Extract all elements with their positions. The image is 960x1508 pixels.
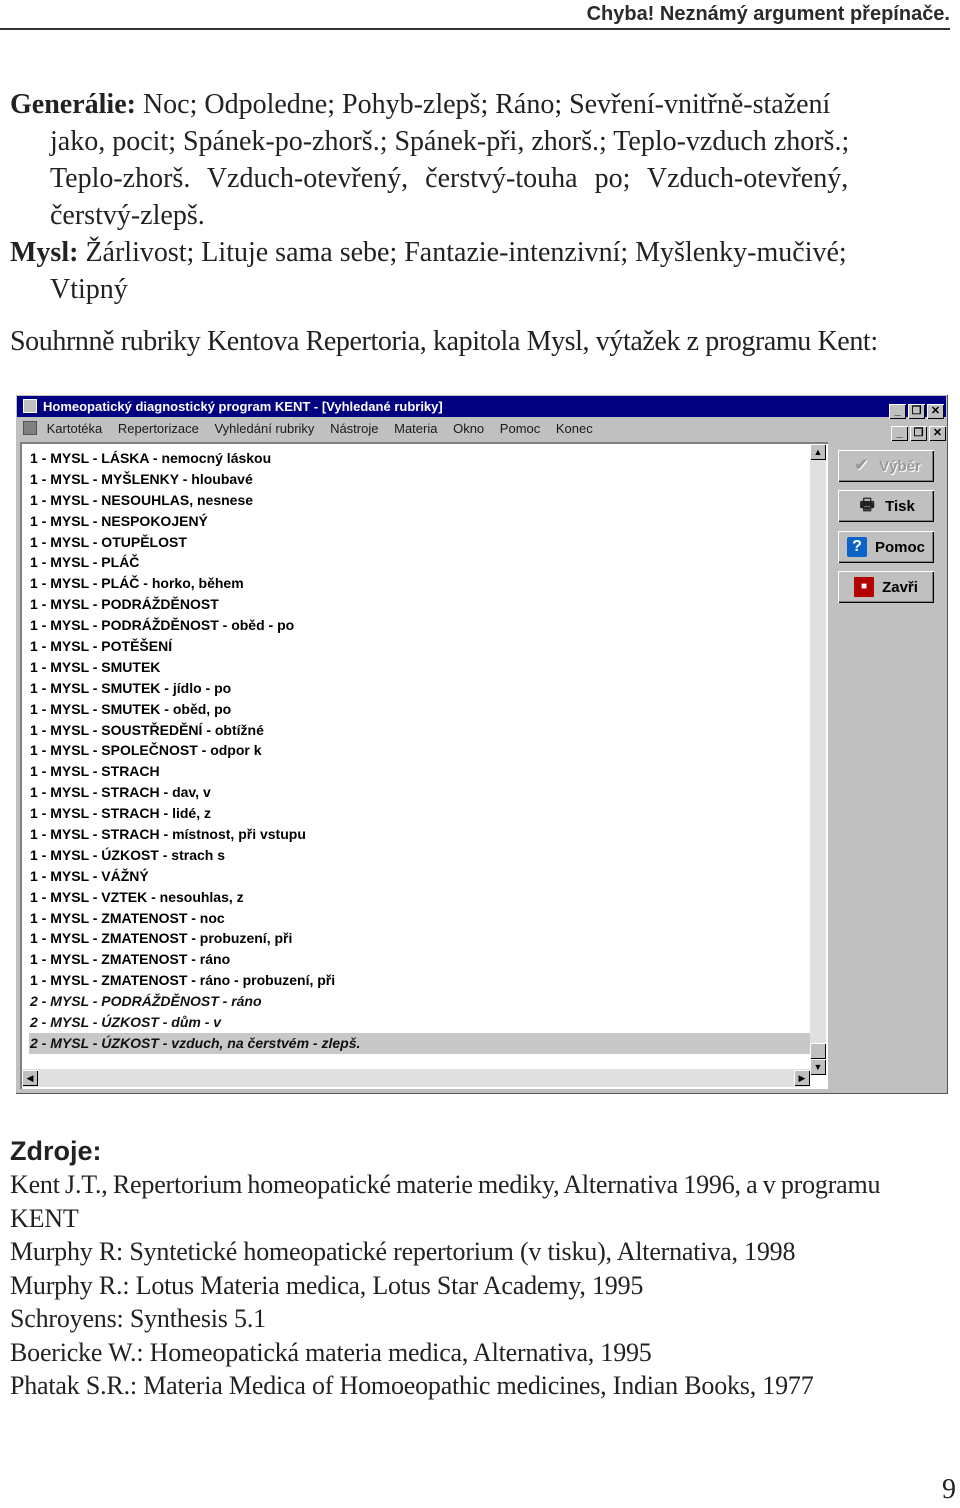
- page-header: [0, 0, 950, 30]
- vertical-scrollbar[interactable]: [810, 444, 826, 1072]
- source-item: Boericke W.: Homeopatická materia medica, Alternativa, 1995: [10, 1337, 652, 1367]
- menu-okno[interactable]: Okno: [453, 421, 485, 436]
- minimize-button[interactable]: _: [889, 404, 906, 419]
- rubric-row[interactable]: 1 - MYSL - POTĚŠENÍ: [30, 638, 173, 655]
- mysl-label: Mysl:: [10, 237, 79, 268]
- pomoc-label: Pomoc: [874, 538, 925, 556]
- app-title: Homeopatický diagnostický program KENT - [Vyhledané rubriky]: [43, 399, 443, 414]
- kent-app-window: [15, 394, 948, 1094]
- rubric-row[interactable]: 1 - MYSL - ZMATENOST - ráno: [30, 951, 231, 968]
- generalie-line: čerstvý-zlepš.: [50, 200, 205, 231]
- scroll-down-button[interactable]: ▼: [810, 1059, 826, 1075]
- generalie-line: Teplo-zhorš. Vzduch-otevřený, čerstvý-touha po; Vzduch-otevřený,: [50, 163, 849, 194]
- mysl-line: Vtipný: [50, 274, 128, 305]
- close-window-button[interactable]: ✕: [927, 404, 944, 419]
- app-icon: [23, 399, 37, 413]
- scroll-thumb[interactable]: [810, 1043, 826, 1059]
- rubric-row[interactable]: 2 - MYSL - ÚZKOST - dům - v: [30, 1014, 222, 1031]
- menu-pomoc[interactable]: Pomoc: [499, 421, 541, 436]
- rubric-row[interactable]: 1 - MYSL - NESOUHLAS, nesnese: [30, 491, 254, 508]
- mysl-paragraph: [10, 234, 954, 308]
- generalie-line: jako, pocit; Spánek-po-zhorš.; Spánek-při, zhorš.; Teplo-vzduch zhorš.;: [50, 126, 850, 157]
- printer-icon: 🖶: [859, 497, 875, 514]
- rubric-row[interactable]: 2 - MYSL - PODRÁŽDĚNOST - ráno: [30, 993, 262, 1010]
- rubric-row[interactable]: 1 - MYSL - SMUTEK - oběd, po: [30, 700, 232, 717]
- rubric-row[interactable]: 1 - MYSL - SPOLEČNOST - odpor k: [30, 742, 262, 759]
- doc-restore-button[interactable]: ❐: [910, 426, 927, 441]
- rubric-row[interactable]: 1 - MYSL - PODRÁŽDĚNOST: [30, 596, 219, 613]
- rubric-row[interactable]: 1 - MYSL - PLÁČ - horko, během: [30, 575, 244, 592]
- checkmark-icon: ✔: [854, 457, 868, 474]
- source-item: KENT: [10, 1203, 79, 1233]
- page-number: 9: [942, 1474, 956, 1505]
- rubric-row[interactable]: 1 - MYSL - ÚZKOST - strach s: [30, 846, 225, 863]
- rubric-row[interactable]: 1 - MYSL - SOUSTŘEDĚNÍ - obtížné: [30, 721, 264, 738]
- menu-kartoteka[interactable]: Kartotéka: [46, 421, 103, 436]
- rubric-row[interactable]: 1 - MYSL - ZMATENOST - ráno - probuzení, při: [30, 972, 336, 989]
- exit-door-icon: ■: [854, 577, 874, 597]
- rubric-row[interactable]: 1 - MYSL - VZTEK - nesouhlas, z: [30, 888, 244, 905]
- document-icon[interactable]: [23, 421, 37, 435]
- source-item: Schroyens: Synthesis 5.1: [10, 1304, 266, 1333]
- rubric-row[interactable]: 1 - MYSL - PLÁČ: [30, 554, 140, 571]
- rubric-list: [29, 448, 811, 1054]
- menu-vyhledani-rubriky[interactable]: Vyhledání rubriky: [214, 421, 315, 436]
- rubric-row[interactable]: 1 - MYSL - VÁŽNÝ: [30, 867, 149, 884]
- menu-materia[interactable]: Materia: [394, 421, 438, 436]
- tisk-button[interactable]: [838, 490, 934, 522]
- summary-text: Souhrnně rubriky Kentova Repertoria, kapitola Mysl, výtažek z programu Kent:: [10, 326, 878, 357]
- rubric-row[interactable]: 1 - MYSL - STRACH - dav, v: [30, 784, 211, 801]
- doc-close-button[interactable]: ✕: [929, 426, 946, 441]
- app-titlebar: [17, 396, 946, 417]
- scroll-right-button[interactable]: ▶: [794, 1070, 810, 1086]
- menu-bar: [17, 418, 946, 440]
- rubric-row[interactable]: 1 - MYSL - MYŠLENKY - hloubavé: [30, 470, 253, 487]
- scroll-up-button[interactable]: ▲: [810, 444, 826, 460]
- help-icon: ?: [847, 537, 867, 557]
- vyber-label: Výběr: [879, 457, 921, 475]
- scroll-left-button[interactable]: ◀: [22, 1070, 38, 1086]
- header-error-text: Chyba! Neznámý argument přepínače.: [586, 3, 950, 25]
- zavri-button[interactable]: [838, 571, 934, 603]
- mysl-first-line: Žárlivost; Lituje sama sebe; Fantazie-intenzivní; Myšlenky-mučivé;: [78, 237, 847, 268]
- rubric-row[interactable]: 1 - MYSL - STRACH - lidé, z: [30, 805, 211, 822]
- doc-minimize-button[interactable]: _: [891, 426, 908, 441]
- source-item: Murphy R.: Lotus Materia medica, Lotus Star Academy, 1995: [10, 1270, 644, 1300]
- rubric-row[interactable]: 2 - MYSL - ÚZKOST - vzduch, na čerstvém - zlepš.: [29, 1033, 811, 1054]
- generalie-paragraph: [10, 86, 954, 234]
- generalie-first-line: Noc; Odpoledne; Pohyb-zlepš; Ráno; Sevření-vnitřně-stažení: [135, 89, 831, 120]
- rubric-row[interactable]: 1 - MYSL - ZMATENOST - noc: [30, 909, 225, 926]
- zavri-label: Zavři: [882, 578, 918, 596]
- rubric-listbox[interactable]: [20, 442, 828, 1089]
- menu-konec[interactable]: Konec: [555, 421, 593, 436]
- generalie-label: Generálie:: [10, 89, 136, 120]
- sources-title: Zdroje:: [10, 1136, 102, 1166]
- rubric-row[interactable]: 1 - MYSL - ZMATENOST - probuzení, při: [30, 930, 293, 947]
- maximize-button[interactable]: ❐: [908, 404, 925, 419]
- horizontal-scrollbar[interactable]: [22, 1069, 810, 1087]
- rubric-row[interactable]: 1 - MYSL - STRACH - místnost, při vstupu: [30, 826, 306, 843]
- menu-nastroje[interactable]: Nástroje: [330, 421, 379, 436]
- rubric-row[interactable]: 1 - MYSL - NESPOKOJENÝ: [30, 512, 208, 529]
- rubric-row[interactable]: 1 - MYSL - LÁSKA - nemocný láskou: [30, 450, 272, 466]
- rubric-row[interactable]: 1 - MYSL - SMUTEK: [30, 658, 161, 675]
- tisk-label: Tisk: [885, 497, 915, 515]
- rubric-row[interactable]: 1 - MYSL - STRACH: [30, 763, 160, 780]
- source-item: Phatak S.R.: Materia Medica of Homoeopathic medicines, Indian Books, 1977: [10, 1371, 814, 1400]
- pomoc-button[interactable]: [838, 531, 934, 563]
- source-item: Murphy R: Syntetické homeopatické repertorium (v tisku), Alternativa, 1998: [10, 1237, 796, 1266]
- menu-repertorizace[interactable]: Repertorizace: [117, 421, 199, 436]
- rubric-row[interactable]: 1 - MYSL - PODRÁŽDĚNOST - oběd - po: [30, 617, 295, 634]
- source-item: Kent J.T., Repertorium homeopatické materie mediky, Alternativa 1996, a v programu: [10, 1170, 881, 1199]
- sources-list: [10, 1168, 954, 1403]
- rubric-row[interactable]: 1 - MYSL - OTUPĚLOST: [30, 533, 187, 550]
- rubric-row[interactable]: 1 - MYSL - SMUTEK - jídlo - po: [30, 679, 232, 696]
- vyber-button[interactable]: [838, 450, 934, 482]
